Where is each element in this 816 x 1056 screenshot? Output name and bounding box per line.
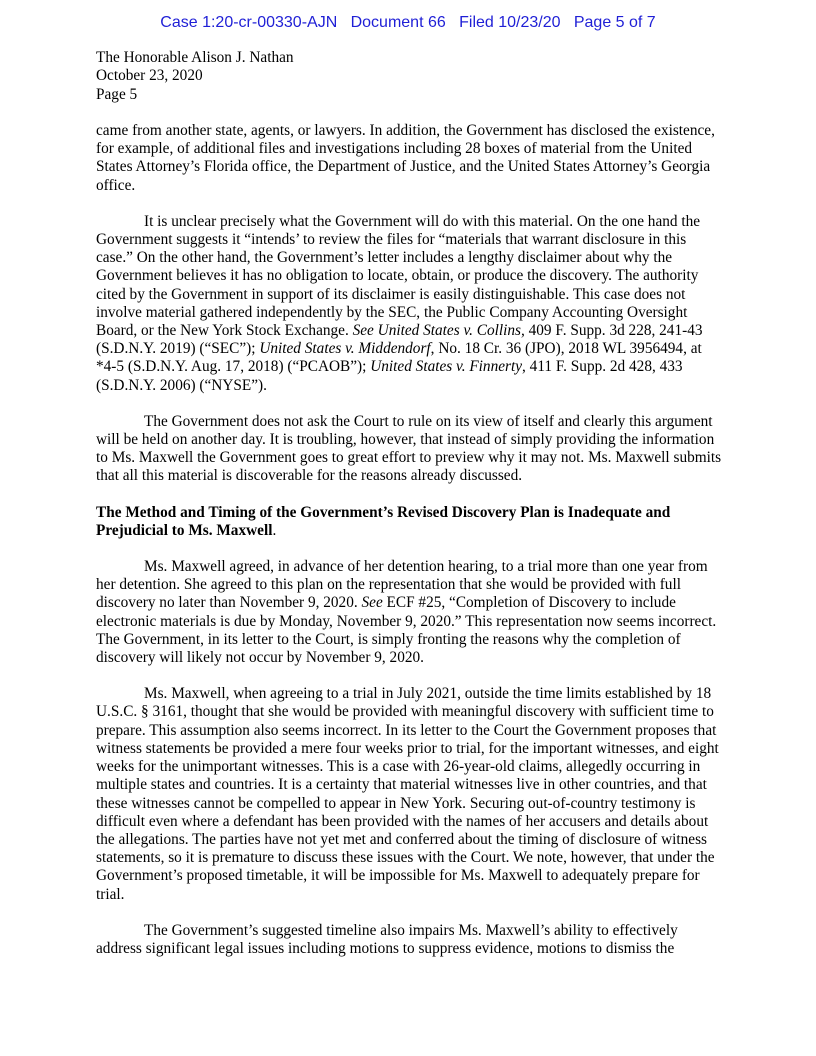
ecf-filing-header (0, 14, 816, 32)
addressee: The Honorable Alison J. Nathan (96, 49, 294, 66)
citation-signal: See (361, 594, 383, 612)
letter-page-number: Page 5 (96, 85, 138, 103)
paragraph-disclaimer: It is unclear precisely what the Government will do with this material. On the one hand the Government suggests it “intends’ to review the files for “materials that warrant disclosure in this case.” On the other hand, the Government’s letter includes a lengthy disclaimer about why the Government believes it has no obligation to locate, obtain, or produce the discovery. The authority cited by the Government in support of its disclaimer is easily distinguishable. This case does not involve material gathered independently by the SEC, the Public Company Accounting Oversight Board, or the New York Stock Exchange. See United States v. Collins, 409 F. Supp. 3d 228, 241-43 (S.D.N.Y. 2019) (“SEC”); United States v. Middendorf, No. 18 Cr. 36 (JPO), 2018 WL 3956494, at *4-5 (S.D.N.Y. Aug. 17, 2018) (“PCAOB”); United States v. Finnerty, 411 F. Supp. 2d 428, 433 (S.D.N.Y. 2006) (“NYSE”). (96, 212, 703, 394)
section-heading: The Method and Timing of the Government’s Revised Discovery Plan is Inadequate and Prejudicial to Ms. Maxwell. (96, 503, 671, 539)
letter-header (96, 49, 294, 104)
paragraph-continuation: came from another state, agents, or lawyers. In addition, the Government has disclosed the existence, for example, of additional files and investigations including 28 boxes of material from the United States Attorney’s Florida office, the Department of Justice, and the United States Attorney’s Georgia office. (96, 122, 715, 194)
document-number: Document 66 (350, 14, 446, 31)
page-indicator: Page 5 of 7 (573, 14, 656, 31)
citation-signal: See United States v. Collins, (352, 322, 525, 340)
paragraph-legal-issues: The Government’s suggested timeline also impairs Ms. Maxwell’s ability to effectively address significant legal issues including motions to suppress evidence, motions to dismiss the (96, 921, 678, 957)
paragraph-trial-timing: Ms. Maxwell, when agreeing to a trial in July 2021, outside the time limits established by 18 U.S.C. § 3161, thought that she would be provided with meaningful discovery with sufficient time to prepare. This assumption also seems incorrect. In its letter to the Court the Government proposes that witness statements be provided a mere four weeks prior to trial, for the important witnesses, and eight weeks for the unimportant witnesses. This is a case with 26-year-old claims, allegedly occurring in multiple states and countries. It is a certainty that material witnesses live in other countries, and that these witnesses cannot be compelled to appear in New York. Securing out-of-country testimony is difficult even where a defendant has been provided with the names of her accusers and details about the allegations. The parties have not yet met and conferred about the timing of disclosure of witness statements, so it is premature to discuss these issues with the Court. We note, however, that under the Government’s proposed timetable, it will be impossible for Ms. Maxwell to adequately prepare for trial. (96, 685, 719, 903)
letter-date: October 23, 2020 (96, 67, 203, 85)
filed-date: Filed 10/23/20 (459, 14, 561, 31)
paragraph-detention-agreement: Ms. Maxwell agreed, in advance of her detention hearing, to a trial more than one year from her detention. She agreed to this plan on the representation that she would be provided with full discovery no later than November 9, 2020. See ECF #25, “Completion of Discovery to include electronic materials is due by Monday, November 9, 2020.” This representation now seems incorrect. The Government, in its letter to the Court, is simply fronting the reasons why the completion of discovery will likely not occur by November 9, 2020. (96, 558, 717, 667)
case-name: United States v. Finnerty (370, 358, 523, 376)
paragraph-government-view: The Government does not ask the Court to rule on its view of itself and clearly this argument will be held on another day. It is troubling, however, that instead of simply providing the information to Ms. Maxwell the Government goes to great effort to preview why it may not. Ms. Maxwell submits that all this material is discoverable for the reasons already discussed. (96, 412, 722, 485)
case-name: United States v. Middendorf (259, 340, 431, 358)
case-number: Case 1:20-cr-00330-AJN (160, 14, 338, 31)
letter-body (96, 122, 722, 958)
